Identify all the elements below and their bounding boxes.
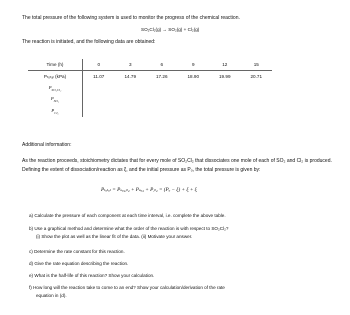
question-f-continued: equation in (d).: [36, 293, 67, 298]
empty-cell: [146, 106, 178, 118]
time-cell: 9: [191, 62, 195, 67]
empty-cell: [209, 106, 241, 118]
ptotal-cell: 11.07: [83, 71, 115, 83]
ptotal-cell: 19.99: [209, 71, 241, 83]
question-b: b) Use a graphical method and determine what the order of the reaction is with respect to SO₂Cl₂?: [29, 226, 229, 231]
empty-cell: [178, 106, 210, 118]
empty-cell: [115, 94, 147, 106]
empty-cell: [241, 83, 273, 95]
empty-cell: [146, 94, 178, 106]
row-label-pcl2: $P_{Cl_2}$: [51, 107, 59, 115]
data-table: [28, 59, 272, 117]
ptotal-cell: 17.26: [146, 71, 178, 83]
intro-text: The total pressure of the following system is used to monitor the progress of the chemical reaction.: [22, 15, 240, 21]
additional-text: As the reaction proceeds, stoichiometry dictates that for every mole of SO₂Cl₂ that dissociates one mole of each of SO₂ and Cl₂ is produced. Defining the extent of dissociation/reaction as ξ, and the initial pressure as Pₒ, the total pressure is given by:: [22, 158, 332, 173]
table-row-pso2: [28, 94, 272, 106]
row-label-time: Time (h): [46, 62, 64, 67]
ptotal-cell: 18.90: [178, 71, 210, 83]
table-row-time: [28, 59, 272, 71]
reaction-initiated-text: The reaction is initiated, and the following data are obtained:: [22, 39, 156, 45]
empty-cell: [209, 83, 241, 95]
empty-cell: [146, 83, 178, 95]
time-cell: 3: [128, 62, 132, 67]
time-cell: 6: [160, 62, 164, 67]
question-f: f) How long will the reaction take to come to an end? Show your calculation/derivation of the rate: [29, 285, 225, 290]
empty-cell: [209, 94, 241, 106]
time-cell: 15: [253, 62, 259, 67]
empty-cell: [115, 83, 147, 95]
empty-cell: [83, 83, 115, 95]
ptotal-cell: 20.71: [241, 71, 273, 83]
row-label-pso2: $P_{SO_2}$: [50, 96, 60, 104]
question-d: d) Give the rate equation describing the reaction.: [29, 261, 129, 266]
empty-cell: [241, 94, 273, 106]
row-label-ptotal: Pₜₒₜₐₗ (kPa): [28, 71, 83, 83]
ptotal-cell: 14.79: [115, 71, 147, 83]
question-b-detail: (i) Show the plot as well as the linear fit of the data. (ii) Motivate your answer.: [36, 234, 193, 239]
empty-cell: [178, 94, 210, 106]
time-cell: 12: [222, 62, 228, 67]
empty-cell: [115, 106, 147, 118]
question-c: c) Determine the rate constant for this reaction.: [29, 249, 125, 254]
question-a: a) Calculate the pressure of each component at each time interval, i.e. complete the above table.: [29, 213, 226, 218]
question-e: e) What is the half-life of this reaction? Show your calculation.: [29, 273, 155, 278]
empty-cell: [178, 83, 210, 95]
table-row-ptotal: [28, 71, 272, 83]
time-cell: 0: [83, 59, 115, 71]
empty-cell: [83, 106, 115, 118]
empty-cell: [83, 94, 115, 106]
additional-heading: Additional information:: [22, 142, 72, 148]
reaction-equation: SO₂Cl₂(g) → SO₂(g) + Cl₂(g): [141, 27, 200, 32]
empty-cell: [241, 106, 273, 118]
table-row-pcl2: [28, 106, 272, 118]
row-label-pso2cl2: $P_{SO_2Cl_2}$: [48, 84, 62, 92]
table-row-pso2cl2: [28, 83, 272, 95]
total-pressure-equation: Pₜₒₜₐₗ = Pₛₒ₂ⱼₗ₂ + Pₛₒ₂ + Pⱼₗ₂ = (Pₒ − ξ) + ξ + ξ: [101, 187, 197, 193]
